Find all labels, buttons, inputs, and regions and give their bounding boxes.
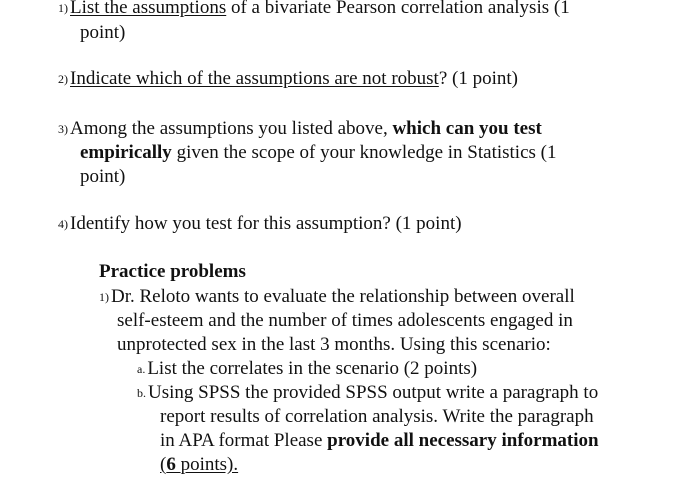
question-1-line-1 <box>58 0 570 19</box>
question-3-bold-1: which can you test <box>392 118 542 139</box>
question-3-line-3 <box>80 166 125 188</box>
question-4-number: 4) <box>58 217 68 231</box>
sub-item-b-text-3-bold: provide all necessary information <box>327 430 599 451</box>
problem-1-text-1: Dr. Reloto wants to evaluate the relationship between overall <box>111 286 575 307</box>
sub-item-a-text: List the correlates in the scenario (2 points) <box>147 358 478 379</box>
sub-item-b-line-1 <box>137 382 598 404</box>
question-1-underlined: List the assumptions <box>70 0 227 18</box>
sub-item-b-text-2: report results of correlation analysis. Write the paragraph <box>160 406 594 427</box>
sub-item-b-letter: b. <box>137 386 146 400</box>
question-3-continuation: point) <box>80 166 126 187</box>
question-4 <box>58 213 462 235</box>
question-3-bold-2: empirically <box>80 142 172 163</box>
problem-1-line-3 <box>117 334 551 356</box>
problem-1-number: 1) <box>99 290 109 304</box>
question-2 <box>58 68 518 90</box>
problem-1-line-1 <box>99 286 575 308</box>
question-2-underlined: Indicate which of the assumptions are not robust <box>70 68 439 89</box>
question-1-line-2 <box>80 22 125 44</box>
sub-item-a <box>137 358 477 380</box>
question-1-number: 1) <box>58 1 68 15</box>
question-2-text: ? (1 point) <box>438 68 518 89</box>
problem-1-text-2: self-esteem and the number of times adolescents engaged in <box>117 310 573 331</box>
sub-item-b-text-1: Using SPSS the provided SPSS output write a paragraph to <box>148 382 599 403</box>
sub-item-a-letter: a. <box>137 362 146 376</box>
question-3-number: 3) <box>58 122 68 136</box>
sub-item-b-line-4 <box>160 454 238 476</box>
question-1-text: of a bivariate Pearson correlation analysis (1 <box>226 0 570 18</box>
sub-item-b-points-bold: 6 <box>166 454 181 475</box>
problem-1-text-3: unprotected sex in the last 3 months. Using this scenario: <box>117 334 551 355</box>
practice-heading-text: Practice problems <box>99 261 246 282</box>
question-2-number: 2) <box>58 72 68 86</box>
question-3-text-pre: Among the assumptions you listed above, <box>70 118 393 139</box>
practice-heading <box>99 261 246 283</box>
sub-item-b-line-3 <box>160 430 599 452</box>
question-3-text-post: given the scope of your knowledge in Statistics (1 <box>171 142 557 163</box>
question-3-line-1 <box>58 118 542 140</box>
sub-item-b-points-close: points). <box>180 454 239 475</box>
question-1-continuation: point) <box>80 22 126 43</box>
question-4-text: Identify how you test for this assumption? (1 point) <box>70 213 462 234</box>
sub-item-b-line-2 <box>160 406 594 428</box>
question-3-line-2 <box>80 142 557 164</box>
problem-1-line-2 <box>117 310 573 332</box>
sub-item-b-text-3-pre: in APA format Please <box>160 430 328 451</box>
sub-item-b-points-open: ( <box>160 454 167 475</box>
sub-item-b-points <box>160 454 238 475</box>
